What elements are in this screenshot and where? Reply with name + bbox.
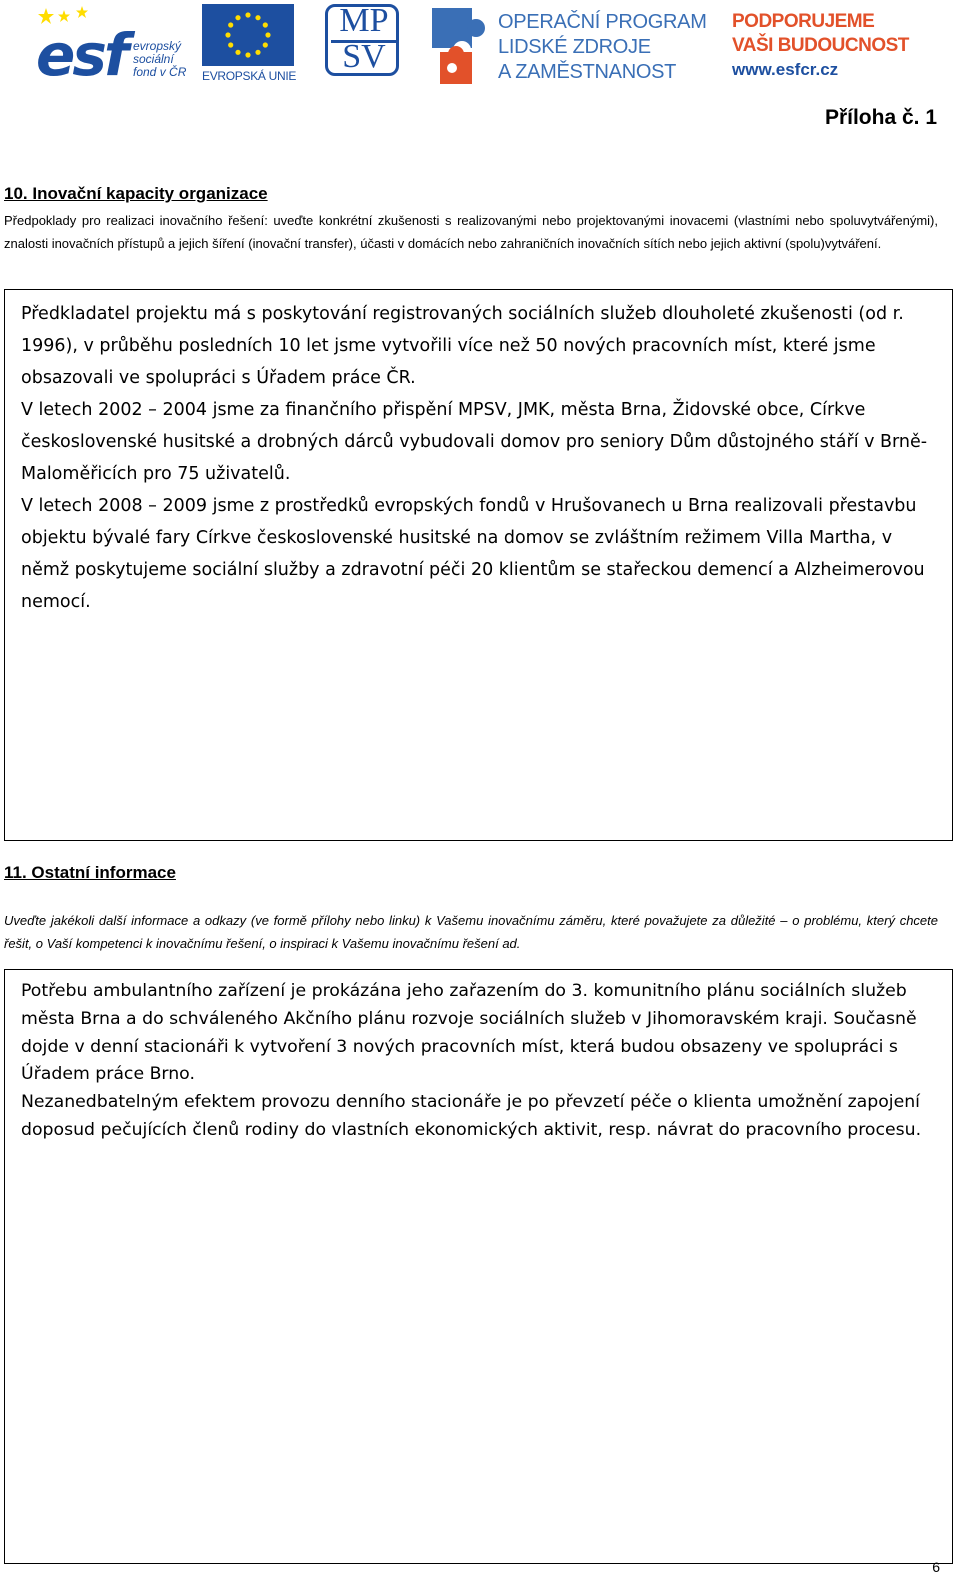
annex-label: Příloha č. 1 <box>824 106 937 129</box>
esf-wordmark: esf <box>36 21 127 89</box>
paragraph: V letech 2008 – 2009 jsme z prostředků evropských fondů v Hrušovanech u Brna realizovali přestavbu objektu bývalé fary Církve československé husitské na domov se zvláštním režimem Villa Martha, v němž poskytujeme sociální služby a zdravotní péči 20 klientům se stařeckou demencí a Alzheimerovou nemocí. <box>21 496 925 612</box>
puzzle-person-icon <box>432 4 490 84</box>
op-lzz-logo <box>432 4 712 86</box>
esfcr-url: www.esfcr.cz <box>732 60 839 79</box>
mpsv-logo <box>325 4 405 82</box>
section-10-answer-box <box>4 289 953 841</box>
section-11-title: 11. Ostatní informace <box>4 863 176 882</box>
eu-caption: EVROPSKÁ UNIE <box>202 69 297 83</box>
paragraph: Potřebu ambulantního zařízení je prokázána jeho zařazením do 3. komunitního plánu sociálních služeb města Brna a do schváleného Akčního plánu rozvoje sociálních služeb v Jihomoravském kraji. Současně dojde v denní stacionáři k vytvoření 3 nových pracovních míst, která budou obsazeny ve spolupráci s Úřadem práce Brno. <box>21 981 917 1085</box>
paragraph: Předkladatel projektu má s poskytování registrovaných sociálních služeb dlouholeté zkušenosti (od r. 1996), v průběhu posledních 10 let jsme vytvořili více než 50 nových pracovních míst, které jsme obsazovali ve spolupráci s Úřadem práce ČR. <box>21 304 904 388</box>
mpsv-row-2: SV <box>342 38 386 75</box>
op-lzz-caption: OPERAČNÍ PROGRAM LIDSKÉ ZDROJE A ZAMĚSTNANOST <box>498 11 707 83</box>
esf-logo <box>36 6 196 89</box>
eu-flag-icon <box>202 4 294 66</box>
section-10-instructions: Předpoklady pro realizaci inovačního řešení: uveďte konkrétní zkušenosti s realizovanými nebo projektovanými inovacemi (vlastními nebo spoluvytvářenými), znalosti inovačních přístupů a jejich šíření (inovační transfer), účasti v domácích nebo zahraničních inovačních sítích nebo jejich aktivní (spolu)vytváření. <box>4 213 938 251</box>
section-11-instructions: Uveďte jakékoli další informace a odkazy (ve formě přílohy nebo linku) k Vašemu inovačnímu záměru, které považujete za důležité – o problému, který chcete řešit, o Vaší kompetenci k inovačnímu řešení, o inspiraci k Vašemu inovačnímu řešení ad. <box>4 913 938 951</box>
section-10-title: 10. Inovační kapacity organizace <box>4 184 268 203</box>
paragraph: Nezanedbatelným efektem provozu denního stacionáře je po převzetí péče o klienta umožnění zapojení doposud pečujících členů rodiny do vlastních ekonomických aktivit, resp. návrat do pracovního procesu. <box>21 1092 922 1140</box>
section-11-answer-box <box>4 969 953 1564</box>
eu-logo <box>202 4 296 84</box>
mpsv-row-1: MP <box>339 2 389 39</box>
esf-caption: evropský sociální fond v ČR <box>133 39 187 79</box>
page-number: 6 <box>932 1559 940 1575</box>
paragraph: V letech 2002 – 2004 jsme za finančního přispění MPSV, JMK, města Brna, Židovské obce, Církve československé husitské a drobných dárců vybudovali domov pro seniory Dům důstojného stáří v Brně-Maloměřicích pro 75 uživatelů. <box>21 400 928 484</box>
slogan-logo: PODPORUJEME VAŠI BUDOUCNOST www.esfcr.cz <box>732 10 932 85</box>
logo-bar <box>0 0 960 95</box>
